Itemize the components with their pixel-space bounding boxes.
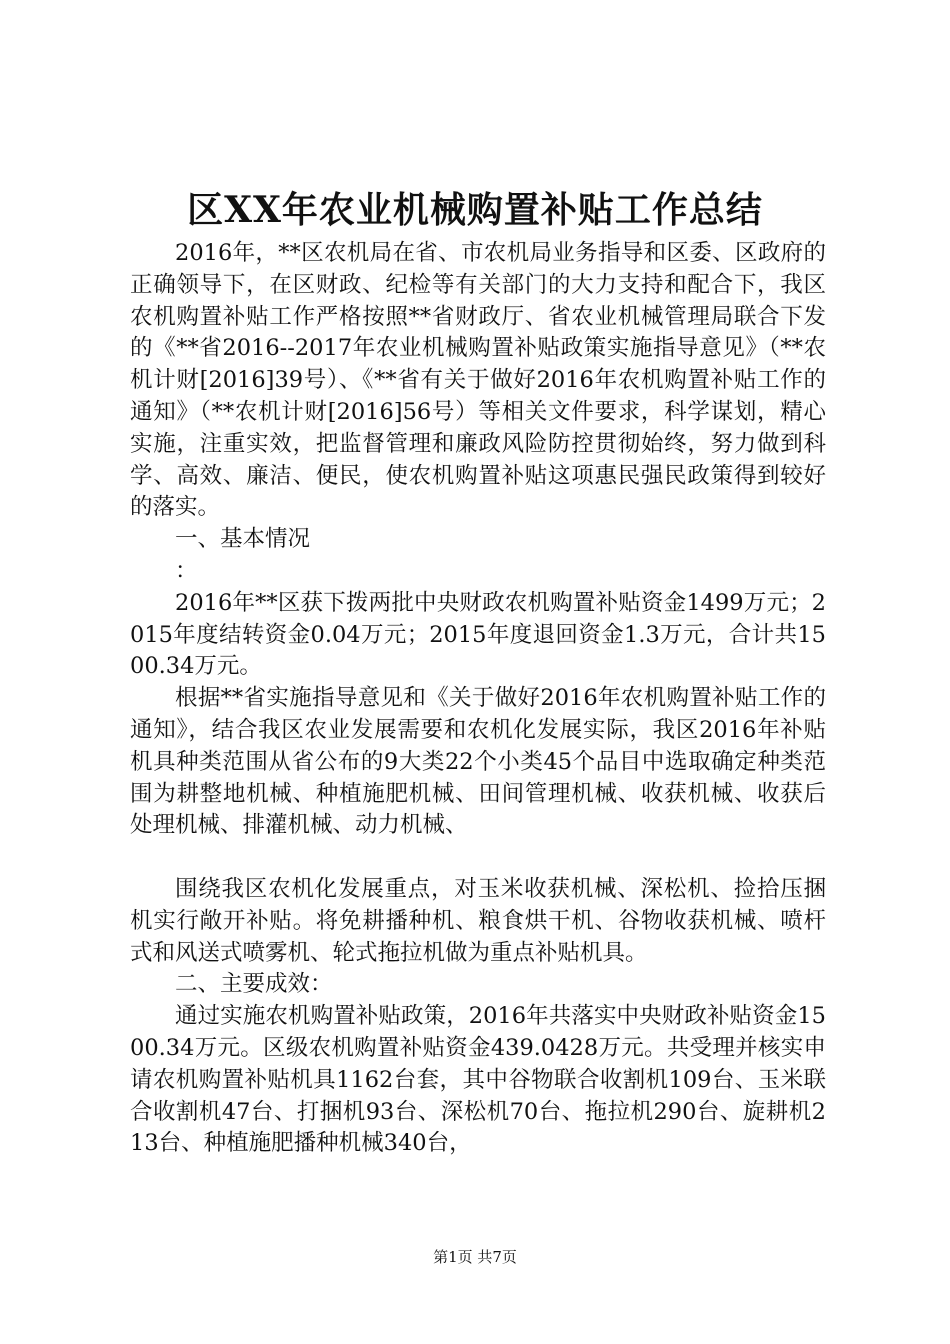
paragraph-gap — [130, 842, 826, 874]
heading-main-results: 二、主要成效： — [175, 971, 333, 998]
page-footer: 第1页 共7页 — [433, 1248, 517, 1266]
paragraph-focus: 围绕我区农机化发展重点，对玉米收获机械、深松机、捡拾压捆机实行敞开补贴。将免耕播种机、粮食烘干机、谷物收获机械、喷杆式和风送式喷雾机、轮式拖拉机做为重点补贴机具。 — [130, 875, 826, 966]
heading-basic-situation: 一、基本情况 — [175, 526, 311, 553]
paragraph-scope: 根据**省实施指导意见和《关于做好2016年农机购置补贴工作的通知》，结合我区农业发展需要和农机化发展实际，我区2016年补贴机具种类范围从省公布的9大类22个小类45个品目中选取确定种类范围为耕整地机械、种植施肥机械、田间管理机械、收获机械、收获后处理机械、排灌机械、动力机械、 — [130, 685, 826, 839]
paragraph-results: 通过实施农机购置补贴政策，2016年共落实中央财政补贴资金1500.34万元。区级农机购置补贴资金439.0428万元。共受理并核实申请农机购置补贴机具1162台套，其中谷物联合收割机109台、玉米联合收割机47台、打捆机93台、深松机70台、拖拉机290台、旋耕机213台、种植施肥播种机械340台， — [130, 1003, 826, 1157]
document-title: 区XX年农业机械购置补贴工作总结 — [187, 189, 763, 231]
paragraph-funding: 2016年**区获下拨两批中央财政农机购置补贴资金1499万元；2015年度结转资金0.04万元；2015年度退回资金1.3万元，合计共1500.34万元。 — [130, 589, 826, 680]
paragraph-intro: 2016年，**区农机局在省、市农机局业务指导和区委、区政府的正确领导下，在区财政、纪检等有关部门的大力支持和配合下，我区农机购置补贴工作严格按照**省财政厅、省农业机械管理局联合下发的《**省2016--2017年农业机械购置补贴政策实施指导意见》（**农机计财[2016]39号）、《**省有关于做好2016年农机购置补贴工作的通知》（**农机计财[2016]56号）等相关文件要求，科学谋划，精心实施，注重实效，把监督管理和廉政风险防控贯彻始终，努力做到科学、高效、廉洁、便民，使农机购置补贴这项惠民强民政策得到较好的落实。 — [130, 240, 826, 521]
paragraph-colon: ： — [175, 557, 198, 584]
document-body — [130, 238, 826, 1160]
